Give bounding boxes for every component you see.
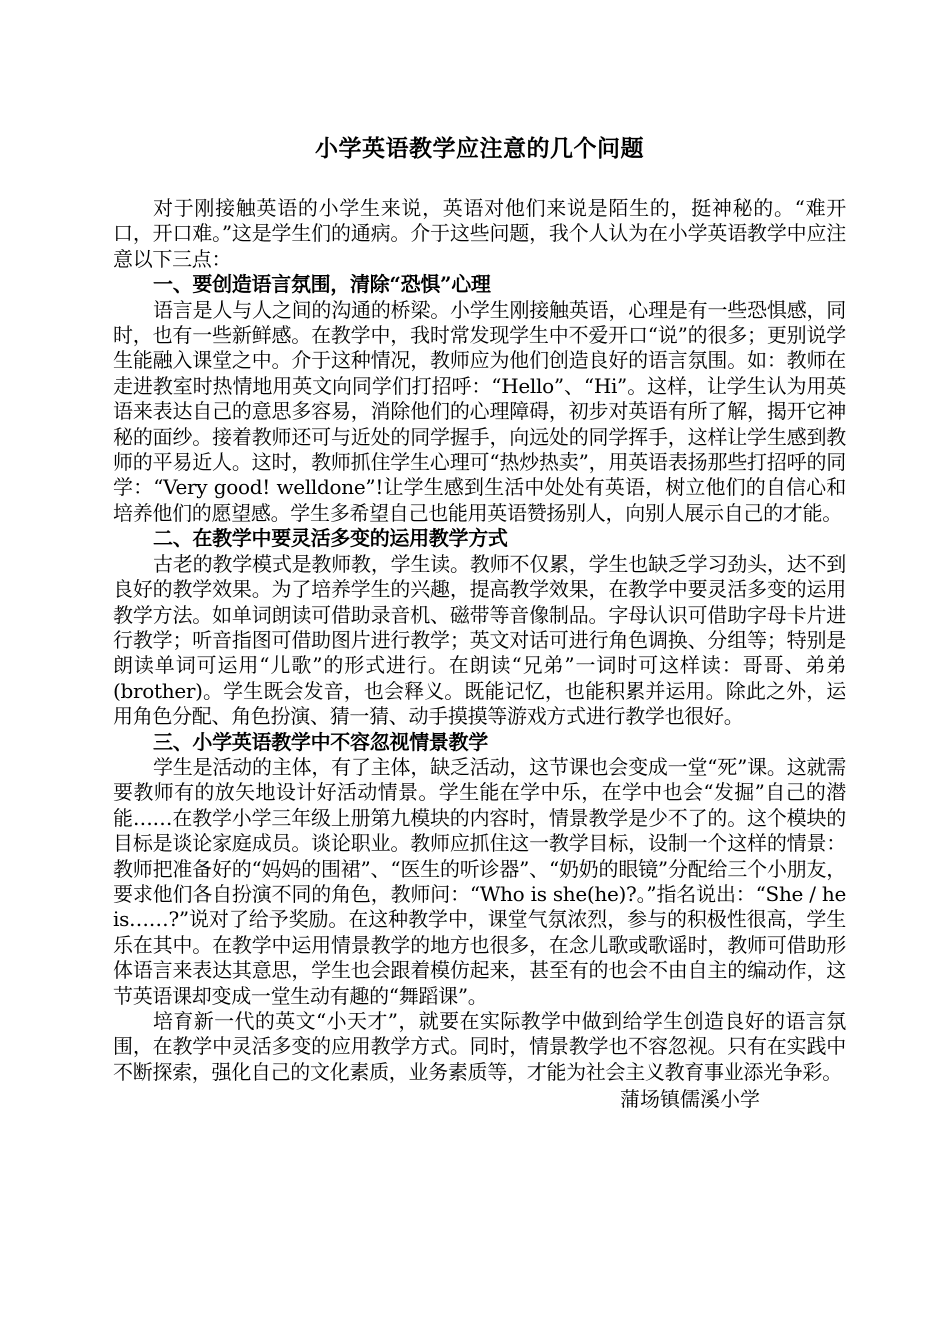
document-page — [113, 132, 846, 1113]
intro-paragraph: 对于刚接触英语的小学生来说，英语对他们来说是陌生的，挺神秘的。“难开口，开口难。”这是学生们的通病。介于这些问题，我个人认为在小学英语教学中应注意以下三点： — [113, 196, 846, 271]
section-1-body: 语言是人与人之间的沟通的桥梁。小学生刚接触英语，心理是有一些恐惧感，同时，也有一些新鲜感。在教学中，我时常发现学生中不爱开口“说”的很多；更别说学生能融入课堂之中。介于这种情况，教师应为他们创造良好的语言氛围。如：教师在走进教室时热情地用英文向同学们打招呼：“Hello”、“Hi”。这样，让学生认为用英语来表达自己的意思多容易，消除他们的心理障碍，初步对英语有所了解，揭开它神秘的面纱。接着教师还可与近处的同学握手，向远处的同学挥手，这样让学生感到教师的平易近人。这时，教师抓住学生心理可“热炒热卖”，用英语表扬那些打招呼的同学：“Very good! welldone”!让学生感到生活中处处有英语，树立他们的自信心和培养他们的愿望感。学生多希望自己也能用英语赞扬别人，向别人展示自己的才能。 — [113, 297, 846, 525]
section-2-body: 古老的教学模式是教师教，学生读。教师不仅累，学生也缺乏学习劲头，达不到良好的教学效果。为了培养学生的兴趣，提高教学效果，在教学中要灵活多变的运用教学方法。如单词朗读可借助录音机、磁带等音像制品。字母认识可借助字母卡片进行教学；听音指图可借助图片进行教学；英文对话可进行角色调换、分组等；特别是朗读单词可运用“儿歌”的形式进行。在朗读“兄弟”一词时可这样读：哥哥、弟弟(brother)。学生既会发音，也会释义。既能记忆，也能积累并运用。除此之外，运用角色分配、角色扮演、猜一猜、动手摸摸等游戏方式进行教学也很好。 — [113, 551, 846, 729]
signature: 蒲场镇儒溪小学 — [620, 1087, 760, 1112]
section-3-heading: 三、小学英语教学中不容忽视情景教学 — [153, 729, 488, 754]
section-1-heading: 一、要创造语言氛围，清除“恐惧”心理 — [153, 272, 491, 297]
section-3-body: 学生是活动的主体，有了主体，缺乏活动，这节课也会变成一堂“死”课。这就需要教师有的放矢地设计好活动情景。学生能在学中乐，在学中也会“发掘”自己的潜能……在教学小学三年级上册第九模块的内容时，情景教学是少不了的。这个模块的目标是谈论家庭成员。谈论职业。教师应抓住这一教学目标，设制一个这样的情景：教师把准备好的“妈妈的围裙”、“医生的听诊器”、“奶奶的眼镜”分配给三个小朋友，要求他们各自扮演不同的角色，教师问：“Who is she(he)?。”指名说出：“She / he is……?”说对了给予奖励。在这种教学中，课堂气氛浓烈，参与的积极性很高，学生乐在其中。在教学中运用情景教学的地方也很多，在念儿歌或歌谣时，教师可借助形体语言来表达其意思，学生也会跟着模仿起来，甚至有的也会不由自主的编动作，这节英语课却变成一堂生动有趣的“舞蹈课”。 — [113, 754, 846, 1008]
conclusion-paragraph: 培育新一代的英文“小天才”，就要在实际教学中做到给学生创造良好的语言氛围，在教学中灵活多变的应用教学方式。同时，情景教学也不容忽视。只有在实践中不断探索，强化自己的文化素质，业务素质等，才能为社会主义教育事业添光争彩。 — [113, 1009, 846, 1084]
section-2-heading: 二、在教学中要灵活多变的运用教学方式 — [153, 526, 508, 551]
document-title: 小学英语教学应注意的几个问题 — [315, 135, 644, 162]
